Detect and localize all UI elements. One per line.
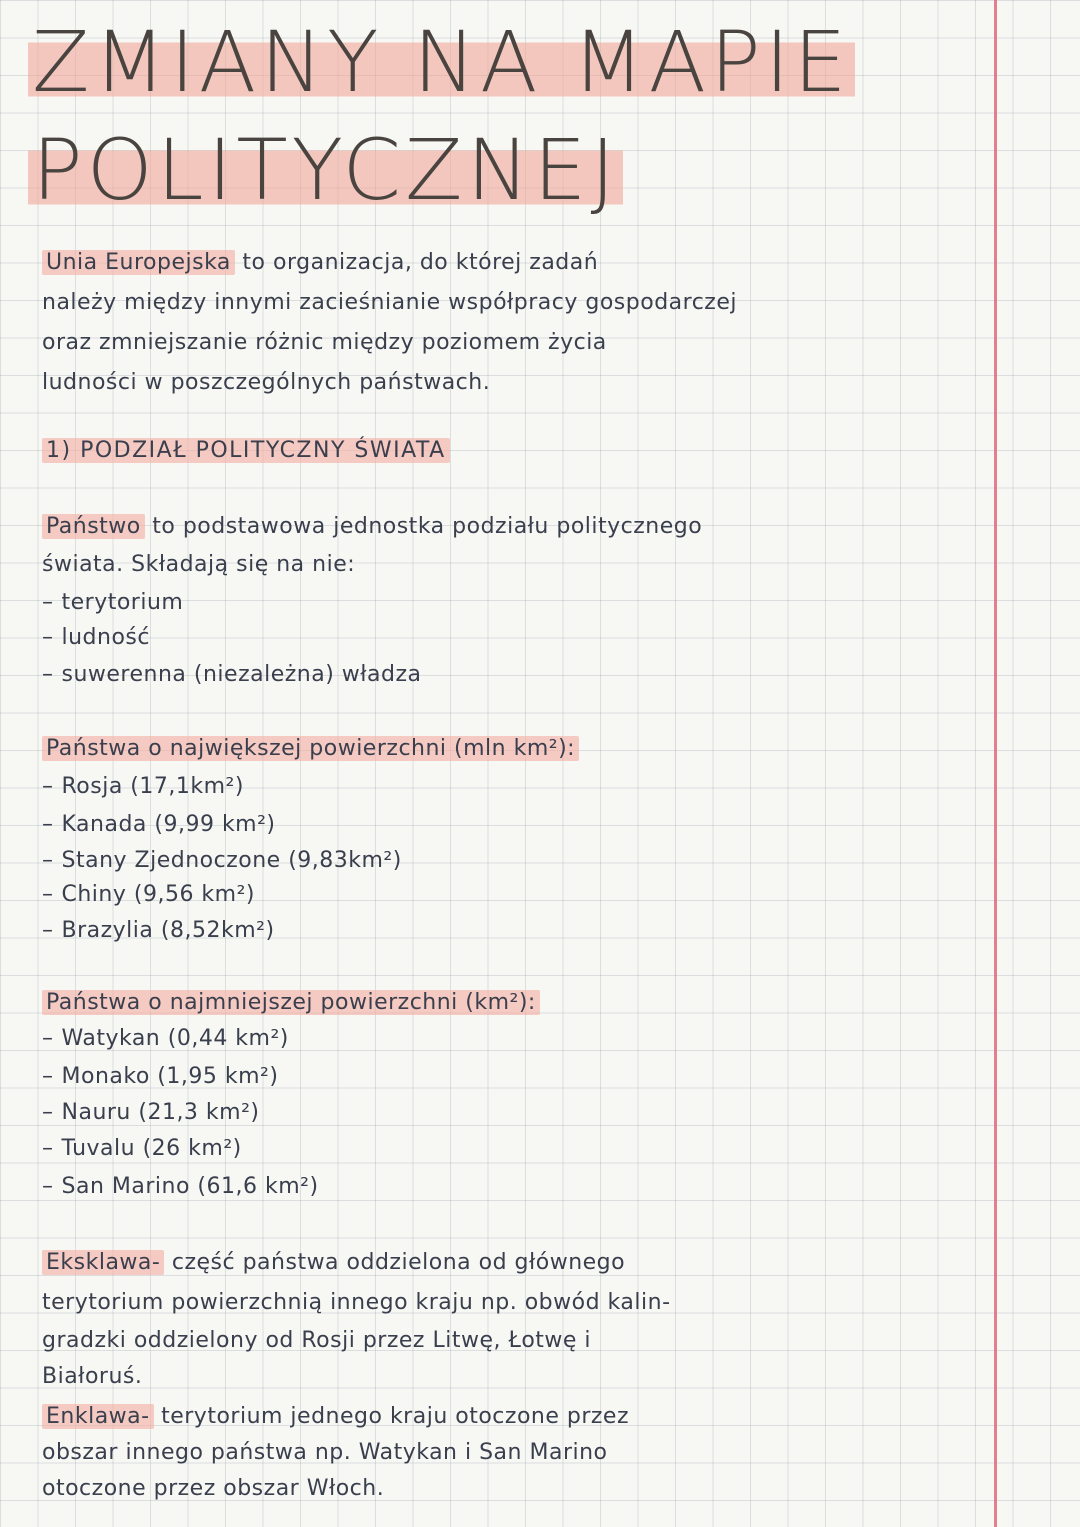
exclave-paragraph-line-3: gradzki oddzielony od Rosji przez Litwę, Łotwę i — [42, 1328, 592, 1353]
largest-item-4-text: Chiny (9,56 km²) — [61, 882, 256, 907]
eu-paragraph-line-4: ludności w poszczególnych państwach. — [42, 370, 491, 395]
state-item-3: – suwerenna (niezależna) władza — [42, 662, 422, 687]
largest-heading-text: Państwa o największej powierzchni (mln km²): — [42, 736, 579, 761]
title-line-1-text: ZMIANY NA MAPIE — [28, 13, 855, 111]
exclave-paragraph-line-2: terytorium powierzchnią innego kraju np. obwód kalin- — [42, 1290, 671, 1315]
exclave-line-1-text: część państwa oddzielona od głównego — [171, 1250, 626, 1275]
enclave-term: Enklawa- — [42, 1404, 154, 1429]
enclave-line-1-text: terytorium jednego kraju otoczone przez — [161, 1404, 630, 1429]
smallest-heading-text: Państwa o najmniejszej powierzchni (km²): — [42, 990, 540, 1015]
state-paragraph-line-2: świata. Składają się na nie: — [42, 552, 356, 577]
state-item-3-text: suwerenna (niezależna) władza — [61, 662, 422, 687]
smallest-item-4: – Tuvalu (26 km²) — [42, 1136, 242, 1161]
page-title-line-1 — [28, 13, 855, 111]
state-item-2: – ludność — [42, 625, 150, 650]
exclave-paragraph-line-4: Białoruś. — [42, 1364, 143, 1389]
eu-term: Unia Europejska — [42, 250, 235, 275]
largest-item-3: – Stany Zjednoczone (9,83km²) — [42, 848, 402, 873]
smallest-item-5-text: San Marino (61,6 km²) — [61, 1174, 319, 1199]
exclave-term: Eksklawa- — [42, 1250, 164, 1275]
largest-item-5-text: Brazylia (8,52km²) — [61, 918, 275, 943]
eu-paragraph-line-1 — [42, 250, 598, 275]
state-line-1-text: to podstawowa jednostka podziału politycznego — [152, 514, 703, 539]
largest-item-1: – Rosja (17,1km²) — [42, 774, 244, 799]
enclave-paragraph-line-2: obszar innego państwa np. Watykan i San Marino — [42, 1440, 608, 1465]
state-term: Państwo — [42, 514, 145, 539]
state-paragraph-line-1 — [42, 514, 702, 539]
largest-item-1-text: Rosja (17,1km²) — [61, 774, 244, 799]
smallest-heading — [42, 990, 540, 1015]
page-margin-line — [994, 0, 997, 1527]
largest-item-4: – Chiny (9,56 km²) — [42, 882, 256, 907]
largest-item-5: – Brazylia (8,52km²) — [42, 918, 275, 943]
largest-heading — [42, 736, 579, 761]
smallest-item-3: – Nauru (21,3 km²) — [42, 1100, 260, 1125]
smallest-item-3-text: Nauru (21,3 km²) — [61, 1100, 260, 1125]
smallest-item-4-text: Tuvalu (26 km²) — [61, 1136, 242, 1161]
smallest-item-2: – Monako (1,95 km²) — [42, 1064, 279, 1089]
largest-item-3-text: Stany Zjednoczone (9,83km²) — [61, 848, 402, 873]
exclave-paragraph-line-1 — [42, 1250, 625, 1275]
state-item-2-text: ludność — [61, 625, 150, 650]
state-item-1-text: terytorium — [61, 590, 184, 615]
smallest-item-2-text: Monako (1,95 km²) — [61, 1064, 279, 1089]
state-item-1: – terytorium — [42, 590, 184, 615]
enclave-paragraph-line-1 — [42, 1404, 629, 1429]
smallest-item-5: – San Marino (61,6 km²) — [42, 1174, 319, 1199]
eu-paragraph-line-2: należy między innymi zacieśnianie współpracy gospodarczej — [42, 290, 737, 315]
largest-item-2: – Kanada (9,99 km²) — [42, 812, 276, 837]
enclave-paragraph-line-3: otoczone przez obszar Włoch. — [42, 1476, 385, 1501]
largest-item-2-text: Kanada (9,99 km²) — [61, 812, 276, 837]
smallest-item-1-text: Watykan (0,44 km²) — [61, 1026, 289, 1051]
eu-paragraph-line-3: oraz zmniejszanie różnic między poziomem życia — [42, 330, 607, 355]
eu-line-1-text: to organizacja, do której zadań — [242, 250, 599, 275]
smallest-item-1: – Watykan (0,44 km²) — [42, 1026, 289, 1051]
section-heading — [42, 438, 450, 463]
page-title-line-2 — [28, 121, 623, 219]
section-heading-text: 1) PODZIAŁ POLITYCZNY ŚWIATA — [42, 438, 450, 463]
title-line-2-text: POLITYCZNEJ — [28, 121, 623, 219]
